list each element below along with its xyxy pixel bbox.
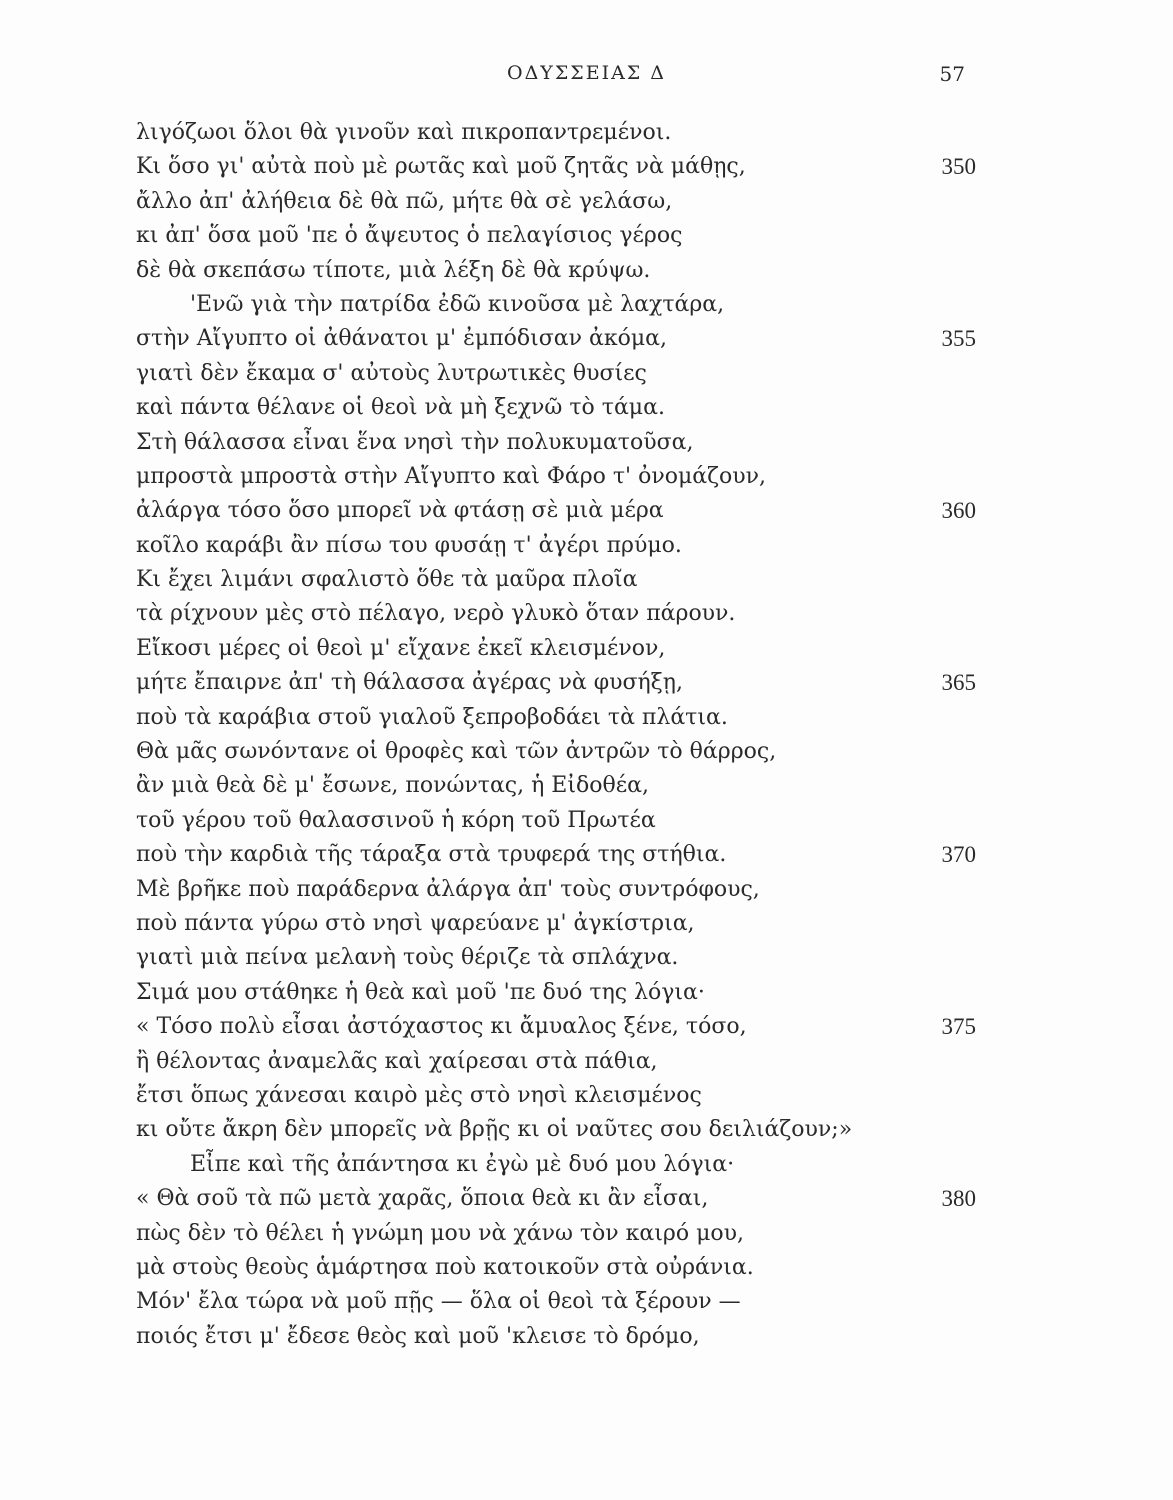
verse-text: μὰ στοὺς θεοὺς ἁμάρτησα ποὺ κατοικοῦν στὰ οὐράνια. (136, 1254, 754, 1280)
verse-text: ποὺ πάντα γύρω στὸ νησὶ ψαρεύανε μ' ἀγκίστρια, (136, 910, 695, 936)
verse-text: « Τόσο πολὺ εἶσαι ἀστόχαστος κι ἄμυαλος ξένε, τόσο, (136, 1014, 747, 1040)
verse-line (136, 804, 976, 838)
verse-line (136, 701, 976, 735)
verse-text: μπροστὰ μπροστὰ στὴν Αἴγυπτο καὶ Φάρο τ' ὀνομάζουν, (136, 463, 767, 489)
running-head-title: ΟΔΥΣΣΕΙΑΣ Δ (507, 62, 666, 84)
verse-line (136, 150, 976, 184)
verse-line (136, 907, 976, 941)
verse-line (136, 1079, 976, 1113)
verse-text: ἄλλο ἀπ' ἀλήθεια δὲ θὰ πῶ, μήτε θὰ σὲ γελάσω, (136, 188, 673, 214)
verse-line (136, 941, 976, 975)
verse-line (136, 666, 976, 700)
verse-text: Μὲ βρῆκε ποὺ παράδερνα ἀλάργα ἀπ' τοὺς συντρόφους, (136, 876, 760, 902)
verse-text: Κι ὅσο γι' αὐτὰ ποὺ μὲ ρωτᾶς καὶ μοῦ ζητᾶς νὰ μάθῃς, (136, 154, 746, 180)
verse-text: κι ἀπ' ὅσα μοῦ 'πε ὁ ἄψευτος ὁ πελαγίσιος γέρος (136, 223, 683, 249)
verse-text: λιγόζωοι ὅλοι θὰ γινοῦν καὶ πικροπαντρεμένοι. (136, 120, 672, 145)
line-number: 355 (941, 326, 976, 352)
verse-text: καὶ πάντα θέλανε οἱ θεοὶ νὰ μὴ ξεχνῶ τὸ τάμα. (136, 395, 665, 421)
verse-text: δὲ θὰ σκεπάσω τίποτε, μιὰ λέξη δὲ θὰ κρύψω. (136, 257, 651, 283)
verse-text: γιατὶ μιὰ πείνα μελανὴ τοὺς θέριζε τὰ σπλάχνα. (136, 945, 679, 971)
verse-text: ποὺ τὴν καρδιὰ τῆς τάραξα στὰ τρυφερά της στήθια. (136, 842, 727, 868)
verse-text: ἀλάργα τόσο ὅσο μπορεῖ νὰ φτάσῃ σὲ μιὰ μέρα (136, 498, 664, 524)
verse-text: Μόν' ἔλα τώρα νὰ μοῦ πῇς — ὅλα οἱ θεοὶ τὰ ξέρουν — (136, 1289, 741, 1315)
verse-line (136, 357, 976, 391)
verse-line (136, 976, 976, 1010)
verse-text: πὼς δὲν τὸ θέλει ἡ γνώμη μου νὰ χάνω τὸν καιρό μου, (136, 1220, 744, 1246)
verse-line (136, 1148, 976, 1182)
verse-text: κοῖλο καράβι ἂν πίσω του φυσάῃ τ' ἀγέρι πρύμο. (136, 532, 682, 558)
verse-line (136, 735, 976, 769)
verse-text: ἔτσι ὅπως χάνεσαι καιρὸ μὲς στὸ νησὶ κλεισμένος (136, 1082, 702, 1108)
verse-line (136, 873, 976, 907)
page-number: 57 (939, 62, 965, 86)
verse-line (136, 116, 976, 150)
verse-line (136, 1010, 976, 1044)
verse-text: « Θὰ σοῦ τὰ πῶ μετὰ χαρᾶς, ὅποια θεὰ κι ἂν εἶσαι, (136, 1186, 709, 1212)
verse-line (136, 1113, 976, 1147)
verse-text: ἢ θέλοντας ἀναμελᾶς καὶ χαίρεσαι στὰ πάθια, (136, 1048, 658, 1074)
verse-line (136, 322, 976, 356)
verse-line (136, 391, 976, 425)
verse-line (136, 563, 976, 597)
verse-line (136, 1182, 976, 1216)
verse-text: γιατὶ δὲν ἔκαμα σ' αὐτοὺς λυτρωτικὲς θυσίες (136, 360, 647, 386)
verse-line (136, 1251, 976, 1285)
verse-text: Εἴκοσι μέρες οἱ θεοὶ μ' εἴχανε ἐκεῖ κλεισμένον, (136, 635, 666, 661)
line-number: 380 (941, 1186, 976, 1212)
verse-text: 'Ενῶ γιὰ τὴν πατρίδα ἐδῶ κινοῦσα μὲ λαχτάρα, (190, 291, 725, 317)
verse-text: κι οὔτε ἄκρη δὲν μπορεῖς νὰ βρῇς κι οἱ ναῦτες σου δειλιάζουν;» (136, 1117, 853, 1143)
verse-line (136, 632, 976, 666)
line-number: 370 (941, 842, 976, 868)
verse-text: τοῦ γέρου τοῦ θαλασσινοῦ ἡ κόρη τοῦ Πρωτέα (136, 807, 656, 833)
verse-line (136, 219, 976, 253)
verse-text: στὴν Αἴγυπτο οἱ ἀθάνατοι μ' ἐμπόδισαν ἀκόμα, (136, 326, 667, 352)
verse-text: ἂν μιὰ θεὰ δὲ μ' ἔσωνε, πονώντας, ἡ Εἰδοθέα, (136, 773, 649, 799)
line-number: 365 (941, 670, 976, 696)
verse-text: ποιός ἔτσι μ' ἔδεσε θεὸς καὶ μοῦ 'κλεισε τὸ δρόμο, (136, 1323, 700, 1349)
verse-line (136, 597, 976, 631)
verse-text: Στὴ θάλασσα εἶναι ἕνα νησὶ τὴν πολυκυματοῦσα, (136, 429, 694, 455)
line-number: 360 (941, 498, 976, 524)
verse-text: Εἶπε καὶ τῆς ἀπάντησα κι ἐγὼ μὲ δυό μου λόγια· (190, 1151, 735, 1177)
verse-text: Σιμά μου στάθηκε ἡ θεὰ καὶ μοῦ 'πε δυό της λόγια· (136, 979, 705, 1005)
verse-line (136, 426, 976, 460)
verse-text: τὰ ρίχνουν μὲς στὸ πέλαγο, νερὸ γλυκὸ ὅταν πάρουν. (136, 601, 736, 627)
verse-text: μήτε ἔπαιρνε ἀπ' τὴ θάλασσα ἀγέρας νὰ φυσήξῃ, (136, 670, 683, 696)
verse-line (136, 1285, 976, 1319)
verse-line (136, 1320, 976, 1354)
verse-line (136, 838, 976, 872)
verse-line (136, 288, 976, 322)
verse-line (136, 460, 976, 494)
running-head (0, 62, 1173, 92)
verse-line (136, 769, 976, 803)
verse-line (136, 185, 976, 219)
verse-line (136, 494, 976, 528)
verse-line (136, 529, 976, 563)
line-number: 350 (941, 154, 976, 180)
verse-text: Θὰ μᾶς σωνόντανε οἱ θροφὲς καὶ τῶν ἀντρῶν τὸ θάρρος, (136, 739, 777, 765)
line-number: 375 (941, 1014, 976, 1040)
verse-text: Κι ἔχει λιμάνι σφαλιστὸ ὅθε τὰ μαῦρα πλοῖα (136, 567, 638, 593)
verse-line (136, 254, 976, 288)
poem-text (136, 116, 976, 1354)
verse-line (136, 1217, 976, 1251)
verse-line (136, 1045, 976, 1079)
verse-text: ποὺ τὰ καράβια στοῦ γιαλοῦ ξεπροβοδάει τὰ πλάτια. (136, 704, 728, 730)
